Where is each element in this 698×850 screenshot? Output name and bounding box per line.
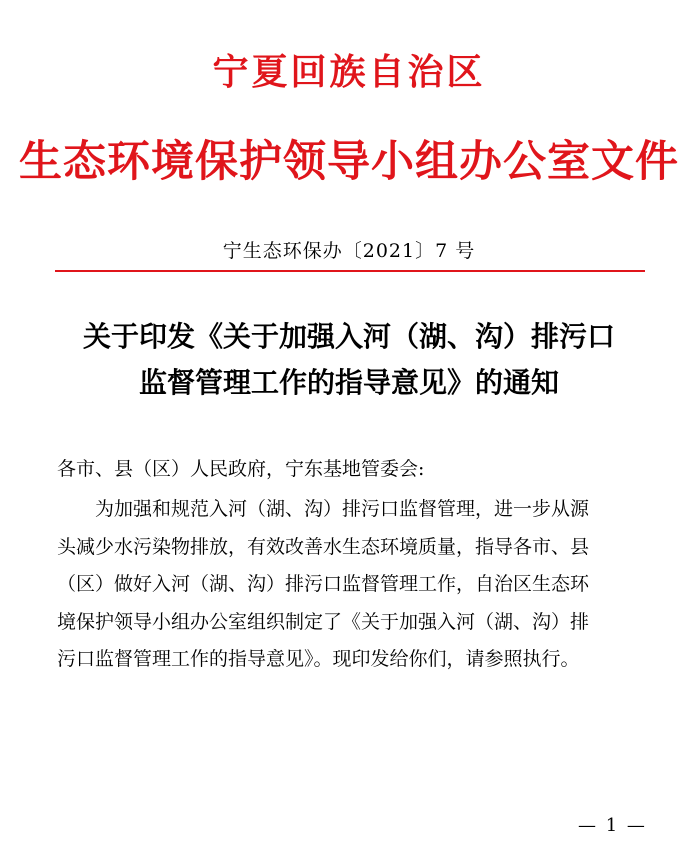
document-title-line2: 监督管理工作的指导意见》的通知 <box>138 366 559 399</box>
paragraph-line: 境保护领导小组办公室组织制定了《关于加强入河（湖、沟）排 <box>57 610 590 633</box>
paragraph-line: 头减少水污染物排放，有效改善水生态环境质量，指导各市、县 <box>57 535 590 558</box>
issuer-name-line2: 生态环境保护领导小组办公室文件 <box>19 137 679 187</box>
paragraph-line: 污口监督管理工作的指导意见》。现印发给你们，请参照执行。 <box>57 648 580 670</box>
paragraph-line: 为加强和规范入河（湖、沟）排污口监督管理，进一步从源 <box>95 498 590 520</box>
paragraph-line: （区）做好入河（湖、沟）排污口监督管理工作，自治区生态环 <box>57 573 590 595</box>
issuer-name-line1: 宁夏回族自治区 <box>212 51 486 93</box>
red-divider-line <box>55 270 645 272</box>
body-paragraph <box>57 491 645 679</box>
document-title <box>40 314 658 406</box>
page-number: — 1 — <box>578 815 647 836</box>
salutation: 各市、县（区）人民政府，宁东基地管委会: <box>57 458 425 480</box>
document-title-line1: 关于印发《关于加强入河（湖、沟）排污口 <box>82 320 615 353</box>
document-number: 宁生态环保办〔2021〕7 号 <box>222 240 476 262</box>
